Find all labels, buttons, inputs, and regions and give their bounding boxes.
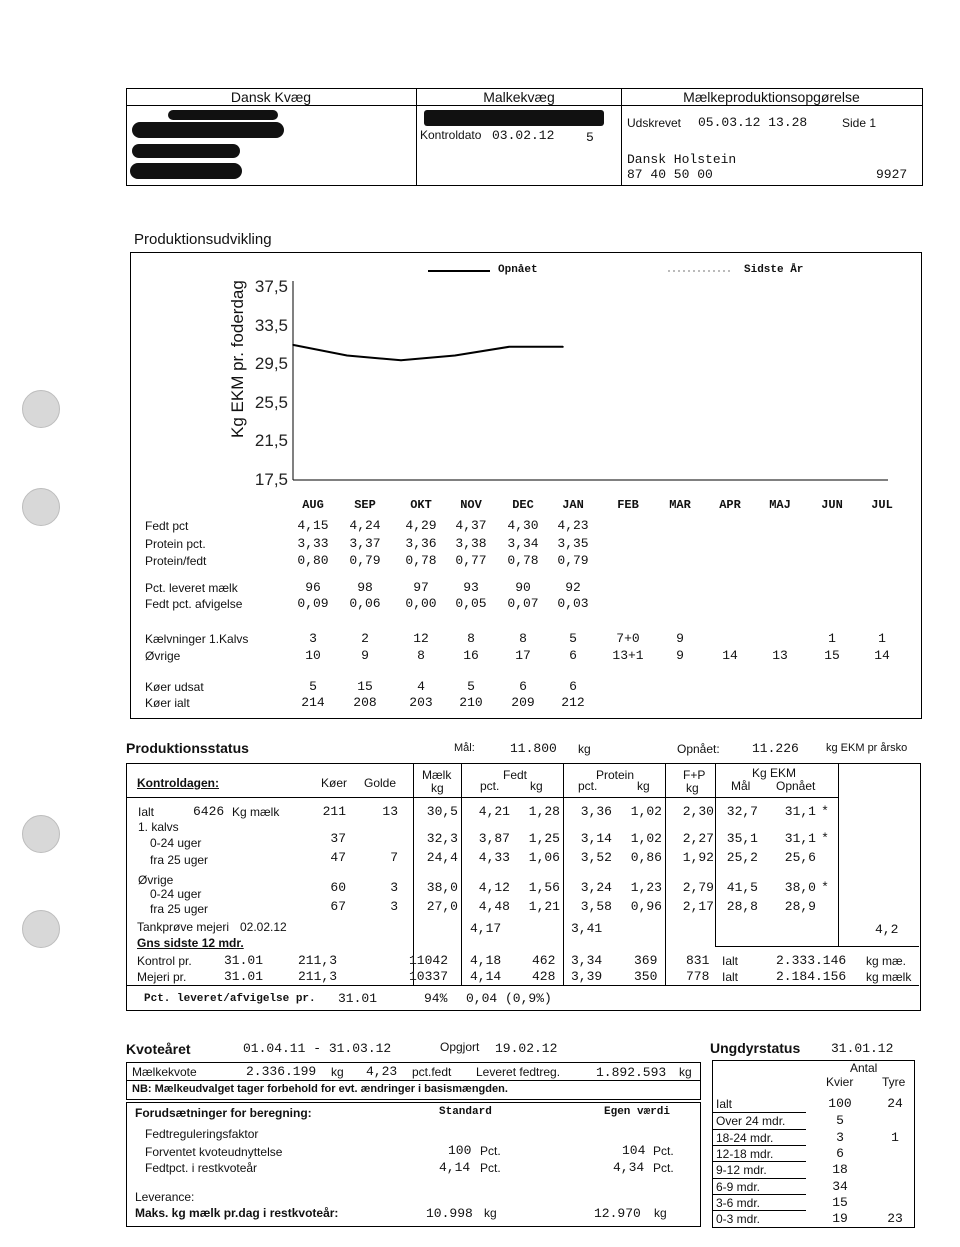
status-cell-fedt_kg: 1,21 <box>528 899 560 914</box>
ungdyr-row-divider <box>712 1145 806 1146</box>
kontrol-prot-kg: 369 <box>634 953 658 968</box>
status-row-label: 0-24 uger <box>150 836 202 850</box>
row-label: Fedt pct. afvigelse <box>145 597 243 611</box>
punch-hole <box>22 815 60 853</box>
forventet-egen-unit: Pct. <box>653 1144 674 1158</box>
col-fedt-kg: kg <box>530 779 543 793</box>
month-label: APR <box>719 498 741 512</box>
month-label: SEP <box>354 498 376 512</box>
ungdyr-row-divider <box>712 1112 806 1113</box>
status-cell-prot_pct: 3,52 <box>580 850 612 865</box>
ungdyr-kvier-value: 3 <box>836 1130 844 1145</box>
col-fp: F+P <box>683 768 706 782</box>
col-kontroldagen: Kontroldagen: <box>137 776 219 790</box>
tank-protein: 3,41 <box>571 921 603 936</box>
udskrevet-label: Udskrevet <box>627 116 682 130</box>
row-label: Protein pct. <box>145 537 206 551</box>
ungdyr-row-label: 12-18 mdr. <box>716 1147 774 1161</box>
ungdyr-row-label: 9-12 mdr. <box>716 1163 767 1177</box>
ungdyr-row-label: Over 24 mdr. <box>716 1114 786 1128</box>
mejeri-fedt-kg: 428 <box>532 969 556 984</box>
ungdyr-row-label: 0-3 mdr. <box>716 1212 761 1226</box>
row-value: 3,35 <box>557 536 589 551</box>
row-value: 5 <box>569 631 577 646</box>
section-title-kvote: Kvoteåret <box>126 1041 191 1057</box>
row-value: 0,77 <box>455 553 487 568</box>
ungdyr-row-label: 3-6 mdr. <box>716 1196 761 1210</box>
row-value: 5 <box>309 679 317 694</box>
status-cell-fedt_kg: 1,28 <box>528 804 560 819</box>
kontrol-total: 2.333.146 <box>776 953 847 968</box>
status-cell-golde: 13 <box>382 804 398 819</box>
status-cell-maal: 35,1 <box>726 831 758 846</box>
status-row-label: fra 25 uger <box>150 902 209 916</box>
row-value: 203 <box>409 695 433 710</box>
status-cell-prot_pct: 3,36 <box>580 804 612 819</box>
forventet-egen: 104 <box>622 1143 646 1158</box>
row-label: Protein/fedt <box>145 554 207 568</box>
y-tick-label: 17,5 <box>254 470 288 489</box>
status-cell-koeer: 37 <box>330 831 346 846</box>
maal-label: Mål: <box>454 742 475 754</box>
row-value: 3,36 <box>405 536 437 551</box>
row-value: 17 <box>515 648 531 663</box>
month-label: FEB <box>617 498 639 512</box>
row-value: 9 <box>676 631 684 646</box>
status-row-label: 0-24 uger <box>150 887 202 901</box>
month-label: OKT <box>410 498 432 512</box>
status-cell-fedt_pct: 4,33 <box>478 850 510 865</box>
month-label: AUG <box>302 498 324 512</box>
maelkekvote-value: 2.336.199 <box>246 1064 317 1079</box>
status-cell-opn: 38,0 <box>784 880 816 895</box>
y-tick-label: 21,5 <box>254 431 288 451</box>
status-cell-star: * <box>821 880 829 895</box>
row-value: 0,05 <box>455 596 487 611</box>
status-cell-star: * <box>821 804 829 819</box>
status-cell-koeer: 211 <box>322 804 346 819</box>
mejeri-fedt-pct: 4,14 <box>470 969 502 984</box>
row-value: 16 <box>463 648 479 663</box>
status-cell-koeer: 47 <box>330 850 346 865</box>
col-golde: Golde <box>364 776 397 790</box>
row-value: 210 <box>459 695 483 710</box>
kontrol-date: 31.01 <box>224 953 264 968</box>
series-line-achieved <box>293 345 563 360</box>
row-label: Pct. leveret mælk <box>145 581 238 595</box>
row-value: 4 <box>417 679 425 694</box>
ungdyr-kvier-value: 6 <box>836 1146 844 1161</box>
forventet-std-unit: Pct. <box>480 1144 501 1158</box>
punch-hole <box>22 910 60 948</box>
status-cell-fp: 1,92 <box>682 850 714 865</box>
month-label: JAN <box>562 498 584 512</box>
legend-achieved: Opnået <box>498 264 538 276</box>
row-value: 0,09 <box>297 596 329 611</box>
leveret-date: 31.01 <box>338 991 378 1006</box>
kvote-fedt-unit: pct.fedt <box>412 1065 452 1079</box>
row-ialt-label: Ialt <box>138 805 155 819</box>
kontrol-prot-pct: 3,34 <box>571 953 603 968</box>
row-value: 8 <box>519 631 527 646</box>
row-label: Køer udsat <box>145 680 204 694</box>
section-title-produktionsudvikling: Produktionsudvikling <box>134 231 272 248</box>
status-cell-fedt_kg: 1,06 <box>528 850 560 865</box>
ungdyr-kvier-value: 100 <box>828 1096 852 1111</box>
ungdyr-row-label: 18-24 mdr. <box>716 1131 774 1145</box>
ungdyr-row-label: 6-9 mdr. <box>716 1180 761 1194</box>
data-point <box>454 355 456 357</box>
status-cell-prot_pct: 3,24 <box>580 880 612 895</box>
status-cell-fp: 2,30 <box>682 804 714 819</box>
status-cell-maal: 32,7 <box>726 804 758 819</box>
row-value: 10 <box>305 648 321 663</box>
opnaaet-unit: kg EKM pr årsko <box>826 742 908 754</box>
mejeri-label: Mejeri pr. <box>137 970 187 984</box>
mejeri-ialt: Ialt <box>722 970 739 984</box>
col-fedt-pct: pct. <box>480 779 500 793</box>
data-point <box>508 346 510 348</box>
row-ialt-kg-label: Kg mælk <box>232 805 280 819</box>
status-cell-golde: 3 <box>390 899 398 914</box>
y-tick-label: 33,5 <box>254 315 288 335</box>
fedtpct-egen: 4,34 <box>613 1160 645 1175</box>
report-title: Mælkeproduktionsopgørelse <box>683 89 860 105</box>
status-cell-opn: 28,9 <box>784 899 816 914</box>
month-label: NOV <box>460 498 482 512</box>
tank-label: Tankprøve mejeri <box>137 920 230 934</box>
row-value: 9 <box>676 648 684 663</box>
legend-last-year: Sidste År <box>744 264 804 276</box>
mejeri-koeer: 211,3 <box>298 969 338 984</box>
row-value: 98 <box>357 580 373 595</box>
kvote-fedt-value: 4,23 <box>366 1064 398 1079</box>
tank-date: 02.02.12 <box>240 920 287 934</box>
row-value: 13 <box>772 648 788 663</box>
status-cell-maelk: 38,0 <box>426 880 458 895</box>
row-value: 97 <box>413 580 429 595</box>
month-label: JUL <box>871 498 893 512</box>
row-value: 12 <box>413 631 429 646</box>
status-cell-opn: 25,6 <box>784 850 816 865</box>
maks-std-unit: kg <box>484 1206 497 1220</box>
ovrige-label: Øvrige <box>138 873 174 887</box>
fedtpct-egen-unit: Pct. <box>653 1161 674 1175</box>
forventet-std: 100 <box>448 1143 472 1158</box>
page-number: Side 1 <box>842 116 877 130</box>
opgjort-date: 19.02.12 <box>495 1041 558 1056</box>
status-cell-fedt_kg: 1,25 <box>528 831 560 846</box>
leverance-label: Leverance: <box>135 1190 195 1204</box>
production-chart <box>0 0 960 520</box>
forudsaet-label: Forudsætninger for beregning: <box>135 1106 312 1120</box>
udskrevet-date: 05.03.12 13.28 <box>698 115 808 130</box>
maelkekvote-label: Mælkekvote <box>132 1065 197 1079</box>
kontrol-koeer: 211,3 <box>298 953 338 968</box>
col-fedt: Fedt <box>503 768 528 782</box>
y-tick-label: 29,5 <box>254 354 288 374</box>
status-cell-koeer: 67 <box>330 899 346 914</box>
ungdyr-date: 31.01.12 <box>831 1041 894 1056</box>
y-tick-label: 25,5 <box>254 392 288 412</box>
status-cell-prot_kg: 0,86 <box>630 850 662 865</box>
status-cell-fp: 2,79 <box>682 880 714 895</box>
row-value: 8 <box>417 648 425 663</box>
row-value: 0,78 <box>507 553 539 568</box>
row-value: 212 <box>561 695 585 710</box>
fedtpct-label: Fedtpct. i restkvoteår <box>145 1161 258 1175</box>
forventet-label: Forventet kvoteudnyttelse <box>145 1145 283 1159</box>
kontroldato-label: Kontroldato <box>420 128 482 142</box>
month-label: DEC <box>512 498 534 512</box>
ungdyr-row-label: Ialt <box>716 1097 733 1111</box>
leveret-fedtreg-value: 1.892.593 <box>596 1065 667 1080</box>
month-label: JUN <box>821 498 843 512</box>
col-koeer: Køer <box>321 776 348 790</box>
tank-fedt: 4,17 <box>470 921 502 936</box>
status-cell-maelk: 24,4 <box>426 850 458 865</box>
month-label: MAR <box>669 498 691 512</box>
ungdyr-kvier-value: 15 <box>832 1195 848 1210</box>
kontroldato-number: 5 <box>586 130 594 145</box>
data-point <box>292 344 294 346</box>
ungdyr-antal: Antal <box>850 1061 878 1075</box>
row-value: 15 <box>357 679 373 694</box>
col-protein-kg: kg <box>637 779 650 793</box>
ungdyr-row-divider <box>712 1178 806 1179</box>
status-cell-golde: 3 <box>390 880 398 895</box>
status-cell-opn: 31,1 <box>784 831 816 846</box>
row-value: 5 <box>467 679 475 694</box>
ungdyr-tyre-value: 24 <box>887 1096 903 1111</box>
standard-label: Standard <box>439 1106 492 1118</box>
row-value: 93 <box>463 580 479 595</box>
maelkekvote-unit: kg <box>331 1065 344 1079</box>
col-ekm-maal: Mål <box>731 779 751 793</box>
kvote-period: 01.04.11 - 31.03.12 <box>243 1041 392 1056</box>
row-value: 0,00 <box>405 596 437 611</box>
status-cell-maelk: 32,3 <box>426 831 458 846</box>
herd-code: 9927 <box>876 167 908 182</box>
row-value: 14 <box>874 648 890 663</box>
maks-egen: 12.970 <box>594 1206 641 1221</box>
row-value: 4,24 <box>349 518 381 533</box>
egen-label: Egen værdi <box>604 1106 671 1118</box>
row-value: 8 <box>467 631 475 646</box>
y-axis-label: Kg EKM pr. foderdag <box>228 280 247 438</box>
ungdyr-tyre: Tyre <box>882 1075 906 1089</box>
col-protein-pct: pct. <box>578 779 598 793</box>
row-value: 2 <box>361 631 369 646</box>
kontrol-fp: 831 <box>686 953 710 968</box>
leveret-pct: 94% <box>424 991 448 1006</box>
status-cell-fp: 2,27 <box>682 831 714 846</box>
ungdyr-tyre-value: 1 <box>891 1130 899 1145</box>
leveret-afvigelse: 0,04 (0,9%) <box>466 991 552 1006</box>
row-value: 3,33 <box>297 536 329 551</box>
status-cell-maal: 25,2 <box>726 850 758 865</box>
ungdyr-row-divider <box>712 1210 806 1211</box>
ungdyr-row-divider <box>712 1129 806 1130</box>
kontroldato: 03.02.12 <box>492 128 555 143</box>
data-point <box>400 360 402 362</box>
row-value: 15 <box>824 648 840 663</box>
row-value: 4,15 <box>297 518 329 533</box>
row-label: Fedt pct <box>145 519 189 533</box>
row-value: 209 <box>511 695 535 710</box>
status-cell-prot_kg: 1,23 <box>630 880 662 895</box>
status-cell-fedt_pct: 4,12 <box>478 880 510 895</box>
row-value: 3 <box>309 631 317 646</box>
row-value: 0,78 <box>405 553 437 568</box>
section-title-ungdyr: Ungdyrstatus <box>710 1040 801 1056</box>
leveret-label: Pct. leveret/afvigelse pr. <box>144 993 316 1005</box>
maks-label: Maks. kg mælk pr.dag i restkvoteår: <box>135 1206 339 1220</box>
row-value: 96 <box>305 580 321 595</box>
maks-std: 10.998 <box>426 1206 473 1221</box>
row-value: 0,07 <box>507 596 539 611</box>
row-value: 13+1 <box>612 648 644 663</box>
fedtpct-std-unit: Pct. <box>480 1161 501 1175</box>
status-cell-maal: 28,8 <box>726 899 758 914</box>
row-value: 4,29 <box>405 518 437 533</box>
tank-ratio: 4,2 <box>875 922 899 937</box>
row-value: 0,06 <box>349 596 381 611</box>
row-value: 3,34 <box>507 536 539 551</box>
row-value: 1 <box>878 631 886 646</box>
status-cell-fedt_pct: 3,87 <box>478 831 510 846</box>
mejeri-unit: kg mælk <box>866 970 912 984</box>
status-cell-prot_kg: 0,96 <box>630 899 662 914</box>
ungdyr-kvier-value: 18 <box>832 1162 848 1177</box>
mejeri-total: 2.184.156 <box>776 969 847 984</box>
y-tick-label: 37,5 <box>254 277 288 296</box>
row-value: 7+0 <box>616 631 640 646</box>
row-value: 6 <box>569 679 577 694</box>
kontrol-ialt: Ialt <box>722 954 739 968</box>
row-value: 4,30 <box>507 518 539 533</box>
status-cell-golde: 7 <box>390 850 398 865</box>
col-ekm-opnaaet: Opnået <box>776 779 816 793</box>
row-value: 4,23 <box>557 518 589 533</box>
col-maelk-unit: kg <box>431 781 444 795</box>
row-value: 14 <box>722 648 738 663</box>
leveret-fedtreg-unit: kg <box>679 1065 692 1079</box>
row-value: 0,79 <box>557 553 589 568</box>
leveret-fedtreg-label: Leveret fedtreg. <box>476 1065 561 1079</box>
maal-value: 11.800 <box>510 741 557 756</box>
maal-unit: kg <box>578 742 591 756</box>
ungdyr-row-divider <box>712 1161 806 1162</box>
mejeri-prot-pct: 3,39 <box>571 969 603 984</box>
ungdyr-kvier-value: 19 <box>832 1211 848 1226</box>
row-label: Øvrige <box>145 649 181 663</box>
kontrol-fedt-pct: 4,18 <box>470 953 502 968</box>
faktor-label: Fedtreguleringsfaktor <box>145 1127 259 1141</box>
mejeri-maelk: 10337 <box>409 969 449 984</box>
status-cell-prot_kg: 1,02 <box>630 804 662 819</box>
kontrol-unit: kg mæ. <box>866 954 907 968</box>
status-cell-koeer: 60 <box>330 880 346 895</box>
kontrol-maelk: 11042 <box>409 953 449 968</box>
status-cell-prot_pct: 3,58 <box>580 899 612 914</box>
mejeri-prot-kg: 350 <box>634 969 658 984</box>
ungdyr-row-divider <box>712 1194 806 1195</box>
herd-number: 87 40 50 00 <box>627 167 713 182</box>
nb-note: NB: Mælkeudvalget tager forbehold for evt. ændringer i basismængden. <box>132 1083 508 1095</box>
gns-label: Gns sidste 12 mdr. <box>137 936 244 950</box>
status-cell-maelk: 30,5 <box>426 804 458 819</box>
status-cell-fedt_kg: 1,56 <box>528 880 560 895</box>
row-value: 3,37 <box>349 536 381 551</box>
ungdyr-tyre-value: 23 <box>887 1211 903 1226</box>
data-point <box>562 346 564 348</box>
row-value: 92 <box>565 580 581 595</box>
status-cell-prot_kg: 1,02 <box>630 831 662 846</box>
row-value: 90 <box>515 580 531 595</box>
opgjort-label: Opgjort <box>440 1040 480 1054</box>
row-value: 0,80 <box>297 553 329 568</box>
row-value: 214 <box>301 695 325 710</box>
status-cell-star: * <box>821 831 829 846</box>
status-cell-fedt_pct: 4,21 <box>478 804 510 819</box>
month-label: MAJ <box>769 498 791 512</box>
ungdyr-kvier-value: 34 <box>832 1179 848 1194</box>
row-value: 9 <box>361 648 369 663</box>
row-value: 0,79 <box>349 553 381 568</box>
fedtpct-std: 4,14 <box>439 1160 471 1175</box>
breed: Dansk Holstein <box>627 152 737 167</box>
status-cell-fp: 2,17 <box>682 899 714 914</box>
row-value: 0,03 <box>557 596 589 611</box>
status-cell-maal: 41,5 <box>726 880 758 895</box>
col-protein: Protein <box>596 768 635 782</box>
opnaaet-value: 11.226 <box>752 741 799 756</box>
row-label: Køer ialt <box>145 696 190 710</box>
opnaaet-label: Opnået: <box>677 742 720 756</box>
status-cell-opn: 31,1 <box>784 804 816 819</box>
status-cell-prot_pct: 3,14 <box>580 831 612 846</box>
mejeri-date: 31.01 <box>224 969 264 984</box>
section-title-produktionsstatus: Produktionsstatus <box>126 740 249 756</box>
row-value: 1 <box>828 631 836 646</box>
row-label: Kælvninger 1.Kalvs <box>145 632 249 646</box>
row-value: 4,37 <box>455 518 487 533</box>
mejeri-fp: 778 <box>686 969 710 984</box>
maks-egen-unit: kg <box>654 1206 667 1220</box>
row-ialt-kg: 6426 <box>193 804 225 819</box>
col-ekm: Kg EKM <box>752 766 797 780</box>
row-value: 6 <box>569 648 577 663</box>
row-value: 208 <box>353 695 377 710</box>
ungdyr-kvier-value: 5 <box>836 1113 844 1128</box>
kalvs-label: 1. kalvs <box>138 820 179 834</box>
status-cell-maelk: 27,0 <box>426 899 458 914</box>
col-fp-kg: kg <box>686 781 699 795</box>
row-value: 6 <box>519 679 527 694</box>
data-point <box>346 355 348 357</box>
col-maelk: Mælk <box>422 768 452 782</box>
section-name: Malkekvæg <box>483 89 555 105</box>
ungdyr-kvier: Kvier <box>826 1075 854 1089</box>
kontrol-fedt-kg: 462 <box>532 953 556 968</box>
kontrol-label: Kontrol pr. <box>137 954 192 968</box>
status-row-label: fra 25 uger <box>150 853 209 867</box>
status-cell-fedt_pct: 4,48 <box>478 899 510 914</box>
org-name: Dansk Kvæg <box>230 89 312 105</box>
row-value: 3,38 <box>455 536 487 551</box>
